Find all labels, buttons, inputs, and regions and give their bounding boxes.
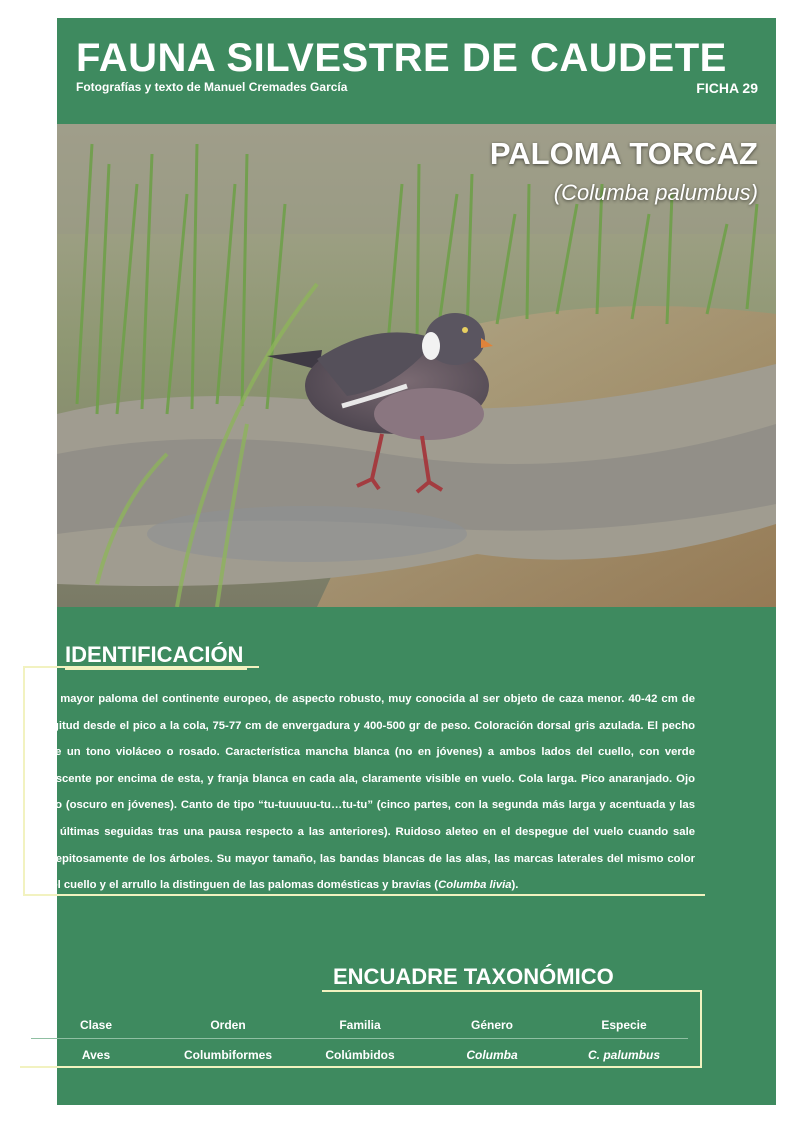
taxonomy-label-species: Especie: [601, 1018, 647, 1032]
taxonomy-label-order: Orden: [210, 1018, 246, 1032]
identification-species-ref: Columba livia: [438, 879, 512, 892]
identification-heading: IDENTIFICACIÓN: [65, 642, 247, 670]
taxonomy-value-order: Columbiformes: [183, 1048, 272, 1062]
sheet-number: FICHA 29: [696, 80, 758, 96]
taxonomy-table: [30, 1018, 690, 1068]
species-scientific-name: (Columba palumbus): [553, 180, 758, 205]
taxonomy-heading: ENCUADRE TAXONÓMICO: [333, 964, 614, 989]
taxonomy-value-row: [30, 1048, 690, 1068]
identification-text: [35, 686, 695, 899]
taxonomy-value-family: Colúmbidos: [325, 1048, 395, 1062]
fact-sheet: [57, 18, 776, 1105]
identification-end: ).: [511, 879, 519, 892]
taxonomy-value-genus: Columba: [466, 1048, 518, 1062]
header-band: [57, 18, 776, 124]
bird-photo: [57, 124, 776, 607]
taxonomy-value-species: C. palumbus: [587, 1048, 660, 1062]
author-credits: Fotografías y texto de Manuel Cremades García: [76, 80, 348, 94]
page-title: FAUNA SILVESTRE DE CAUDETE: [76, 36, 727, 80]
taxonomy-label-genus: Género: [470, 1018, 513, 1032]
taxonomy-label-family: Familia: [339, 1018, 381, 1032]
taxonomy-value-class: Aves: [81, 1048, 111, 1062]
identification-body: La mayor paloma del continente europeo, de aspecto robusto, muy conocida al ser objeto de caza menor. 40-42 cm de longitud desde el pico a la cola, 75-77 cm de envergadura y 400-500 gr de peso. Coloración dorsal gris azulada. El pecho tiene un tono violáceo o rosado. Característica mancha blanca (no en jóvenes) a ambos lados del cuello, con verde iridiscente por encima de esta, y franja blanca en cada ala, claramente visible en vuelo. Cola larga. Pico anaranjado. Ojo claro (oscuro en jóvenes). Canto de tipo “tu-tuuuuu-tu…tu-tu” (cinco partes, con la segunda más larga y acentuada y las dos últimas seguidas tras una pausa respecto a las anteriores). Ruidoso aleteo en el despegue del vuelo cuando sale estrepitosamente de los árboles. Su mayor tamaño, las bandas blancas de las alas, las marcas laterales del mismo color en el cuello y el arrullo la distinguen de las palomas domésticas y bravías (: [35, 693, 695, 892]
taxonomy-label-class: Clase: [79, 1018, 113, 1032]
taxonomy-header-row: [30, 1018, 690, 1038]
species-common-name: PALOMA TORCAZ: [489, 136, 758, 171]
